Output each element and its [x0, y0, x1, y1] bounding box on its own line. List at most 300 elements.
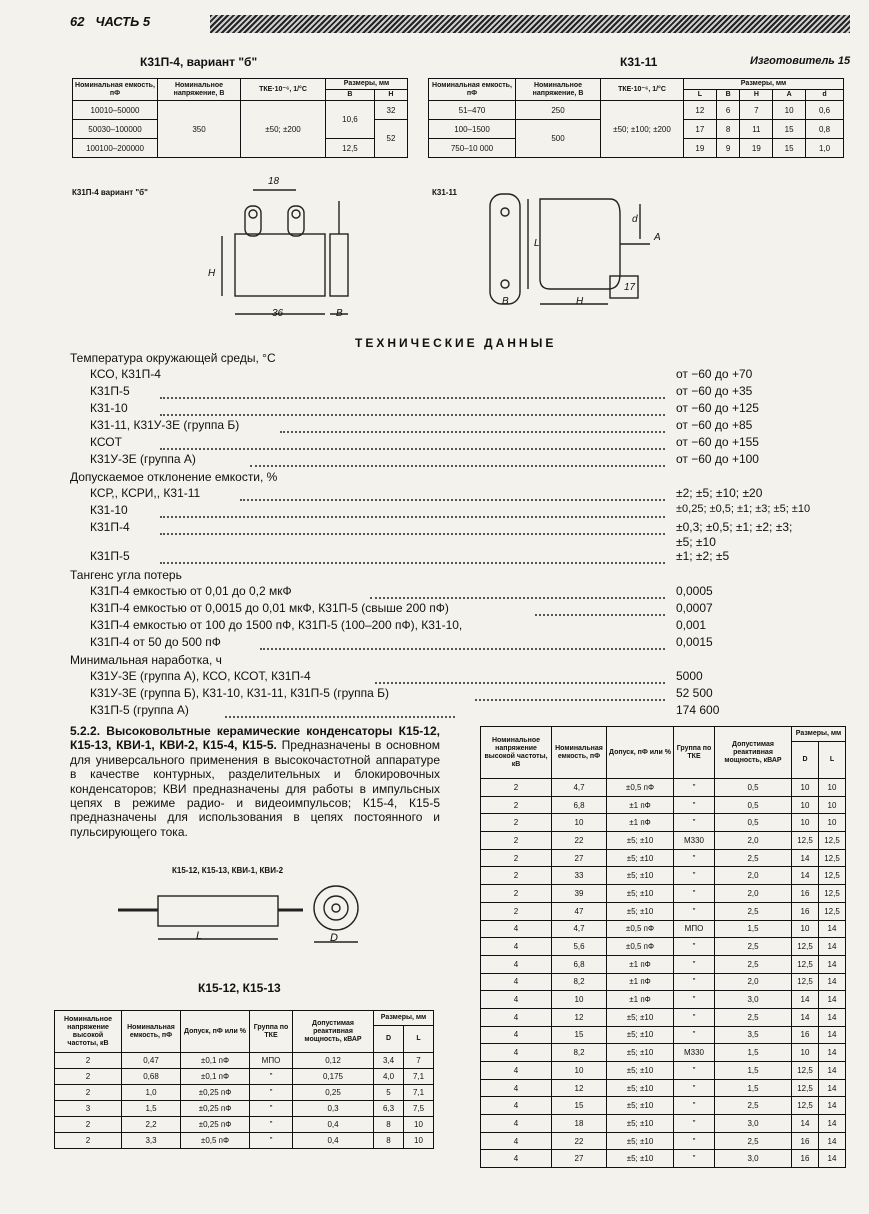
table-row: [73, 101, 408, 120]
cell-c: 6,8: [552, 796, 607, 814]
cell-d: 16: [792, 885, 819, 903]
cell: 500: [516, 120, 601, 158]
cell-tol: ±0,1 пФ: [181, 1053, 250, 1069]
col-header: Номинальное напряжение высокой частоты, кВ: [481, 727, 552, 779]
cell-c: 15: [552, 1026, 607, 1044]
cell-grp: ": [674, 1115, 715, 1133]
cell-l: 14: [819, 1062, 846, 1080]
cell-u: 2: [481, 779, 552, 797]
table-row: [481, 1079, 846, 1097]
cell-grp: ": [674, 938, 715, 956]
cell-tol: ±5; ±10: [607, 885, 674, 903]
cell-l: 12,5: [819, 867, 846, 885]
col-header: Номинальная емкость, пФ: [429, 79, 516, 101]
col-header: Номинальное напряжение, В: [158, 79, 241, 101]
cell-l: 7,1: [404, 1069, 434, 1085]
table-row: [481, 938, 846, 956]
cell-tol: ±0,1 пФ: [181, 1069, 250, 1085]
k1512-title: К15-12, К15-13: [198, 981, 281, 995]
maker-note: Изготовитель 15: [750, 55, 851, 67]
cell-d: 6,3: [374, 1101, 404, 1117]
cell-p: 0,5: [715, 796, 792, 814]
table-row: [481, 1097, 846, 1115]
cell-d: 14: [792, 1008, 819, 1026]
cell-d: 16: [792, 1026, 819, 1044]
table-row: [481, 973, 846, 991]
tech-item-name: К31-11, К31У-3Е (группа Б): [90, 418, 240, 432]
cell: 0,6: [806, 101, 844, 120]
cell: 1,0: [806, 139, 844, 158]
tech-item-name: К31П-4 емкостью от 0,0015 до 0,01 мкФ, К31П-5 (свыше 200 пФ): [90, 601, 449, 615]
cell-d: 14: [792, 867, 819, 885]
cell: 51–470: [429, 101, 516, 120]
cell: 15: [773, 120, 806, 139]
tech-item-value: 52 500: [676, 686, 713, 700]
leader-dots: [375, 682, 665, 684]
part-label: ЧАСТЬ 5: [95, 14, 151, 29]
k31p4-table: [72, 78, 408, 158]
cell-u: 2: [481, 902, 552, 920]
tech-item-value: 0,001: [676, 618, 707, 632]
tech-item-name: К31П-5 (группа А): [90, 703, 189, 717]
cell-d: 12,5: [792, 1097, 819, 1115]
k3111-fig-caption: К31-11: [432, 188, 457, 197]
cell-u: 2: [55, 1117, 122, 1133]
col-header: Номинальная емкость, пФ: [122, 1011, 181, 1053]
cell-tol: ±0,25 пФ: [181, 1101, 250, 1117]
col-header: ТКЕ·10⁻⁶, 1/°С: [601, 79, 684, 101]
cell-u: 4: [481, 1097, 552, 1115]
cell-u: 4: [481, 955, 552, 973]
table-row: [481, 1044, 846, 1062]
cell-tol: ±5; ±10: [607, 849, 674, 867]
col-header: Номинальная емкость, пФ: [73, 79, 158, 101]
cell-grp: ": [674, 991, 715, 1009]
cell-tol: ±5; ±10: [607, 1132, 674, 1150]
tech-item-value: 174 600: [676, 703, 720, 717]
cell-grp: ": [674, 885, 715, 903]
cell-l: 10: [404, 1133, 434, 1149]
leader-dots: [370, 597, 665, 599]
cell-u: 4: [481, 973, 552, 991]
tech-item-value: ±2; ±5; ±10; ±20: [676, 486, 763, 500]
cell-tol: ±5; ±10: [607, 867, 674, 885]
cell-l: 12,5: [819, 832, 846, 850]
cell-tol: ±1 пФ: [607, 991, 674, 1009]
cell-l: 14: [819, 1044, 846, 1062]
cell-d: 12,5: [792, 1079, 819, 1097]
col-header: H: [740, 90, 773, 101]
col-header: D: [792, 742, 819, 779]
cell: 350: [158, 101, 241, 158]
cell-u: 4: [481, 938, 552, 956]
cell-l: 14: [819, 1008, 846, 1026]
cell-d: 14: [792, 991, 819, 1009]
leader-dots: [160, 562, 665, 564]
col-header: Допуск, пФ или %: [181, 1011, 250, 1053]
cell-c: 8,2: [552, 973, 607, 991]
k1512-drawing: [118, 884, 378, 954]
cell-u: 3: [55, 1101, 122, 1117]
col-header: d: [806, 90, 844, 101]
cell-p: 1,5: [715, 1062, 792, 1080]
cell-u: 2: [481, 867, 552, 885]
cell-grp: ": [250, 1085, 293, 1101]
cell-l: 10: [819, 814, 846, 832]
table-row: [481, 1132, 846, 1150]
cell-c: 1,0: [122, 1085, 181, 1101]
cell-p: 1,5: [715, 1079, 792, 1097]
cell-c: 2,2: [122, 1117, 181, 1133]
cell-d: 8: [374, 1133, 404, 1149]
dim-label: B: [336, 308, 343, 319]
cell-c: 33: [552, 867, 607, 885]
table-row: [481, 849, 846, 867]
table-row: [481, 955, 846, 973]
cell-c: 10: [552, 814, 607, 832]
cell-d: 12,5: [792, 832, 819, 850]
leader-dots: [240, 499, 665, 501]
cell: 10: [773, 101, 806, 120]
cell-d: 16: [792, 902, 819, 920]
cell-p: 0,175: [293, 1069, 374, 1085]
cell-c: 27: [552, 1150, 607, 1168]
col-header: Номинальное напряжение высокой частоты, кВ: [55, 1011, 122, 1053]
cell-p: 0,4: [293, 1133, 374, 1149]
table-row: [55, 1117, 434, 1133]
table-row: [55, 1133, 434, 1149]
cell-p: 0,25: [293, 1085, 374, 1101]
col-header: L: [684, 90, 717, 101]
cell: 52: [374, 120, 407, 158]
cell-tol: ±0,5 пФ: [607, 779, 674, 797]
table-row: [481, 1150, 846, 1168]
leader-dots: [260, 648, 665, 650]
cell-grp: ": [250, 1069, 293, 1085]
cell-l: 7,5: [404, 1101, 434, 1117]
col-header: Группа по ТКЕ: [250, 1011, 293, 1053]
tech-item-value: ±0,25; ±0,5; ±1; ±3; ±5; ±10: [676, 503, 811, 515]
cell-p: 2,5: [715, 1097, 792, 1115]
cell-l: 14: [819, 973, 846, 991]
cell: ±50; ±200: [241, 101, 326, 158]
cell-tol: ±1 пФ: [607, 955, 674, 973]
tech-item-value: ±1; ±2; ±5: [676, 549, 730, 563]
cell-p: 2,5: [715, 849, 792, 867]
cell-grp: ": [250, 1133, 293, 1149]
dim-label: d: [632, 214, 638, 225]
cell: 100–1500: [429, 120, 516, 139]
cell-grp: М330: [674, 1044, 715, 1062]
dim-label: 18: [268, 176, 280, 187]
table-row: [481, 832, 846, 850]
cell-grp: ": [674, 849, 715, 867]
col-header: D: [374, 1026, 404, 1053]
cell: 0,8: [806, 120, 844, 139]
cell-c: 0,47: [122, 1053, 181, 1069]
dim-label: H: [208, 268, 216, 279]
tech-item-name: К31П-5: [90, 384, 130, 398]
cell-p: 1,5: [715, 1044, 792, 1062]
k31p4-fig-caption: К31П-4 вариант "б": [72, 188, 148, 197]
hv-table: [480, 726, 846, 1168]
cell-p: 2,5: [715, 955, 792, 973]
cell-u: 2: [55, 1133, 122, 1149]
tech-group-label: Тангенс угла потерь: [70, 568, 182, 582]
cell-tol: ±5; ±10: [607, 1008, 674, 1026]
col-header: Допустимая реактивная мощность, кВАР: [715, 727, 792, 779]
cell-tol: ±5; ±10: [607, 902, 674, 920]
section-paragraph: [70, 724, 440, 839]
cell: 19: [740, 139, 773, 158]
cell-d: 4,0: [374, 1069, 404, 1085]
cell-grp: ": [674, 867, 715, 885]
cell-u: 4: [481, 1008, 552, 1026]
cell: 50030–100000: [73, 120, 158, 139]
cell-grp: ": [250, 1101, 293, 1117]
cell-p: 3,0: [715, 1115, 792, 1133]
table-row: [481, 1026, 846, 1044]
cell-d: 12,5: [792, 955, 819, 973]
cell-l: 7: [404, 1053, 434, 1069]
col-header: ТКЕ·10⁻⁶, 1/°С: [241, 79, 326, 101]
cell-d: 16: [792, 1132, 819, 1150]
cell-l: 12,5: [819, 885, 846, 903]
cell-grp: ": [674, 1079, 715, 1097]
table-row: [55, 1053, 434, 1069]
cell-tol: ±0,5 пФ: [607, 938, 674, 956]
k31p4-drawing: [200, 176, 370, 331]
cell: 32: [374, 101, 407, 120]
cell-c: 5,6: [552, 938, 607, 956]
cell-p: 2,5: [715, 938, 792, 956]
cell-tol: ±0,25 пФ: [181, 1085, 250, 1101]
cell-grp: ": [674, 902, 715, 920]
cell-d: 10: [792, 779, 819, 797]
cell-tol: ±0,5 пФ: [607, 920, 674, 938]
cell-l: 14: [819, 1132, 846, 1150]
cell-c: 4,7: [552, 779, 607, 797]
tech-item-name: К31-10: [90, 503, 128, 517]
cell-tol: ±5; ±10: [607, 1097, 674, 1115]
cell: 10010–50000: [73, 101, 158, 120]
cell-u: 4: [481, 1132, 552, 1150]
cell: 12,5: [326, 139, 375, 158]
table-row: [481, 1115, 846, 1133]
cell: 7: [740, 101, 773, 120]
cell: 12: [684, 101, 717, 120]
cell-u: 4: [481, 1062, 552, 1080]
cell-l: 14: [819, 991, 846, 1009]
tech-item-value: от −60 до +70: [676, 367, 753, 381]
cell-c: 22: [552, 832, 607, 850]
cell-p: 0,5: [715, 779, 792, 797]
cell-p: 2,0: [715, 832, 792, 850]
col-header: Размеры, мм: [374, 1011, 434, 1026]
cell: 750–10 000: [429, 139, 516, 158]
cell-c: 47: [552, 902, 607, 920]
cell-tol: ±1 пФ: [607, 796, 674, 814]
cell-u: 2: [55, 1053, 122, 1069]
cell-c: 10: [552, 991, 607, 1009]
dim-label: 17: [624, 282, 636, 293]
tech-group-label: Температура окружающей среды, °С: [70, 351, 276, 365]
tech-data-heading: ТЕХНИЧЕСКИЕ ДАННЫЕ: [355, 336, 557, 350]
col-header: B: [716, 90, 740, 101]
cell-l: 14: [819, 920, 846, 938]
leader-dots: [160, 414, 665, 416]
dim-label: H: [576, 296, 584, 307]
cell: 8: [716, 120, 740, 139]
section-heading: 5.2.2. Высоковольтные керамические конденсаторы К15-12, К15-13, КВИ-1, КВИ-2, К15-4, К15-5.: [70, 724, 440, 753]
cell: 100100–200000: [73, 139, 158, 158]
dim-label: 36: [272, 308, 284, 319]
cell-d: 16: [792, 1150, 819, 1168]
dim-label: A: [654, 232, 661, 243]
cell-p: 3,0: [715, 991, 792, 1009]
cell-u: 4: [481, 1044, 552, 1062]
table-row: [481, 814, 846, 832]
cell: 15: [773, 139, 806, 158]
cell-l: 12,5: [819, 849, 846, 867]
page-header: [70, 14, 150, 29]
cell-l: 14: [819, 955, 846, 973]
cell-tol: ±1 пФ: [607, 814, 674, 832]
leader-dots: [475, 699, 665, 701]
tech-item-name: К31У-3Е (группа А): [90, 452, 196, 466]
cell-u: 4: [481, 1079, 552, 1097]
table-row: [481, 991, 846, 1009]
cell-d: 14: [792, 1115, 819, 1133]
cell-tol: ±5; ±10: [607, 832, 674, 850]
col-header: Номинальное напряжение, В: [516, 79, 601, 101]
cell-grp: ": [674, 1132, 715, 1150]
k1512-fig-caption: К15-12, К15-13, КВИ-1, КВИ-2: [172, 866, 284, 875]
col-header: Допуск, пФ или %: [607, 727, 674, 779]
cell-tol: ±5; ±10: [607, 1079, 674, 1097]
cell-c: 1,5: [122, 1101, 181, 1117]
cell-d: 5: [374, 1085, 404, 1101]
cell-grp: ": [674, 1008, 715, 1026]
table-row: [481, 1062, 846, 1080]
table-row: [481, 885, 846, 903]
leader-dots: [250, 465, 665, 467]
tech-item-name: К31П-4: [90, 520, 130, 534]
tech-item-name: КСО, К31П-4: [90, 367, 161, 381]
table-row: [481, 796, 846, 814]
cell-tol: ±5; ±10: [607, 1026, 674, 1044]
cell-c: 6,8: [552, 955, 607, 973]
cell-p: 0,12: [293, 1053, 374, 1069]
cell-c: 12: [552, 1008, 607, 1026]
cell: 6: [716, 101, 740, 120]
cell: 9: [716, 139, 740, 158]
cell: 17: [684, 120, 717, 139]
cell-grp: ": [674, 1026, 715, 1044]
leader-dots: [160, 516, 665, 518]
cell-p: 3,5: [715, 1026, 792, 1044]
k3111-title: К31-11: [620, 55, 658, 69]
page-number: 62: [70, 14, 85, 29]
tech-item-name: К31У-3Е (группа А), КСО, КСОТ, К31П-4: [90, 669, 311, 683]
cell-grp: МПО: [250, 1053, 293, 1069]
cell-l: 10: [404, 1117, 434, 1133]
table-row: [481, 1008, 846, 1026]
cell-c: 0,68: [122, 1069, 181, 1085]
cell-grp: ": [674, 814, 715, 832]
col-header: Размеры, мм: [684, 79, 844, 90]
cell-p: 0,3: [293, 1101, 374, 1117]
leader-dots: [160, 533, 665, 535]
cell-p: 2,5: [715, 1008, 792, 1026]
table-row: [55, 1085, 434, 1101]
tech-item-value: 5000: [676, 669, 703, 683]
col-header: Группа по ТКЕ: [674, 727, 715, 779]
cell-d: 8: [374, 1117, 404, 1133]
tech-item-value: от −60 до +100: [676, 452, 759, 466]
cell-u: 2: [481, 814, 552, 832]
cell-d: 10: [792, 920, 819, 938]
dim-label: D: [330, 932, 338, 944]
cell-c: 22: [552, 1132, 607, 1150]
col-header: L: [404, 1026, 434, 1053]
cell-u: 4: [481, 1026, 552, 1044]
cell-l: 14: [819, 1079, 846, 1097]
cell-u: 2: [55, 1069, 122, 1085]
cell-u: 4: [481, 920, 552, 938]
cell-tol: ±5; ±10: [607, 1062, 674, 1080]
cell-c: 27: [552, 849, 607, 867]
cell-u: 2: [481, 796, 552, 814]
cell-c: 15: [552, 1097, 607, 1115]
cell-p: 1,5: [715, 920, 792, 938]
cell-grp: ": [674, 1097, 715, 1115]
cell-tol: ±1 пФ: [607, 973, 674, 991]
cell-u: 2: [481, 885, 552, 903]
tech-item-name: К31П-5: [90, 549, 130, 563]
dim-label: L: [196, 930, 203, 942]
header-hatch-bar: [210, 15, 850, 33]
cell-d: 12,5: [792, 973, 819, 991]
cell-u: 2: [55, 1085, 122, 1101]
table-row: [429, 101, 844, 120]
col-header: Допустимая реактивная мощность, кВАР: [293, 1011, 374, 1053]
cell-p: 2,0: [715, 973, 792, 991]
cell-l: 14: [819, 1097, 846, 1115]
tech-item-value: от −60 до +125: [676, 401, 759, 415]
k3111-table: [428, 78, 844, 158]
cell-l: 10: [819, 796, 846, 814]
cell: 10,6: [326, 101, 375, 139]
dim-label: L: [534, 238, 540, 249]
col-header: Размеры, мм: [326, 79, 408, 90]
cell-grp: ": [674, 1150, 715, 1168]
cell-tol: ±5; ±10: [607, 1044, 674, 1062]
dim-label: B: [502, 296, 509, 307]
tech-group-label: Минимальная наработка, ч: [70, 653, 222, 667]
cell: 11: [740, 120, 773, 139]
leader-dots: [160, 448, 665, 450]
cell-p: 0,4: [293, 1117, 374, 1133]
table-row: [481, 867, 846, 885]
cell: 250: [516, 101, 601, 120]
leader-dots: [535, 614, 665, 616]
table-row: [481, 779, 846, 797]
cell-u: 4: [481, 991, 552, 1009]
cell-c: 3,3: [122, 1133, 181, 1149]
cell-l: 7,1: [404, 1085, 434, 1101]
cell-p: 3,0: [715, 1150, 792, 1168]
